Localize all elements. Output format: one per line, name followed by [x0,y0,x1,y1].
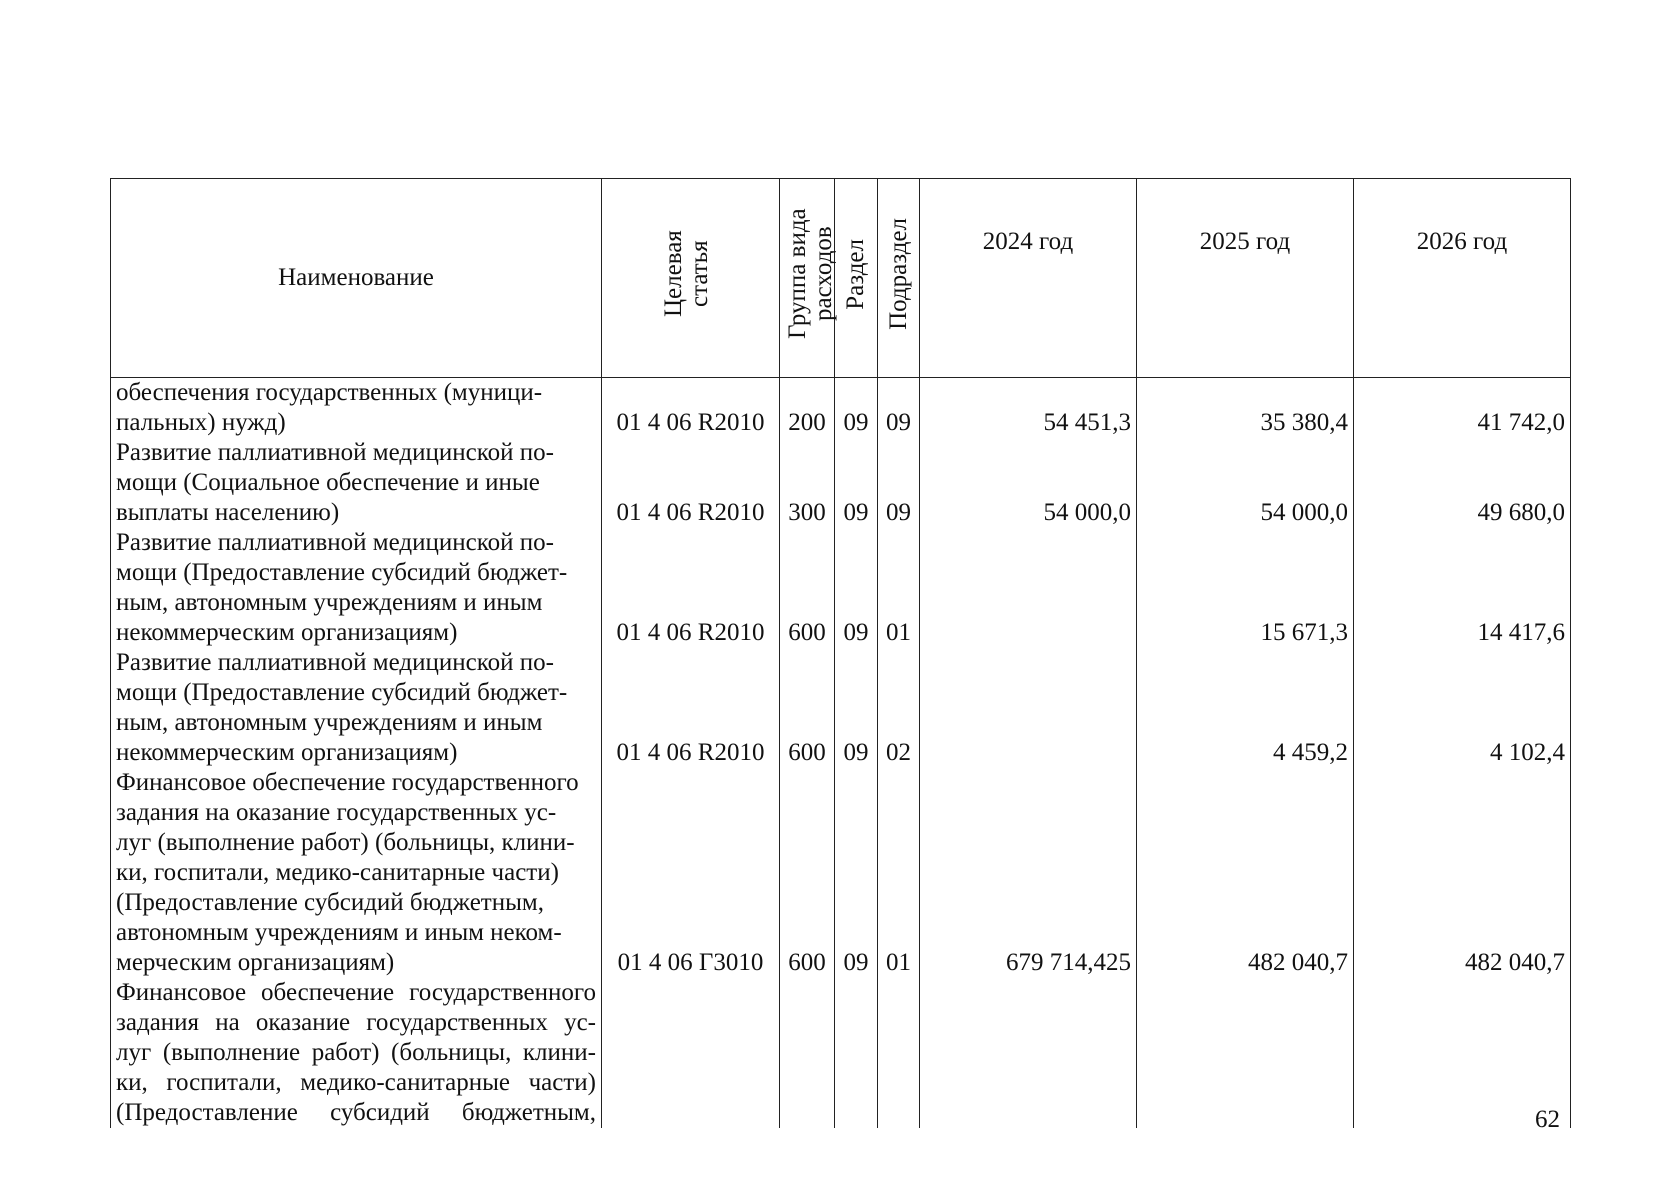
table-row [111,438,1571,528]
page-number: 62 [1535,1106,1560,1133]
row-2026-value-cell: 4 102,4 [1354,648,1571,768]
row-2026-value-cell: 41 742,0 [1354,378,1571,439]
table-header-row [111,179,1571,378]
table-row [111,528,1571,648]
header-expense-group: Группа вида расходов [780,179,835,378]
row-2026-value-cell: 49 680,0 [1354,438,1571,528]
row-section-cell: 09 [835,378,878,439]
row-subsection-cell: 09 [878,438,920,528]
row-2025-value-cell: 35 380,4 [1137,378,1354,439]
row-2025-value-cell: 4 459,2 [1137,648,1354,768]
row-section-cell: 09 [835,438,878,528]
row-2024-value-cell [920,528,1137,648]
row-2026-value-cell: 482 040,7 [1354,768,1571,978]
row-target-article-cell: 01 4 06 R2010 [602,528,780,648]
row-expense-group-cell [780,978,835,1128]
row-target-article-cell: 01 4 06 Г3010 [602,768,780,978]
header-subsection: Подраздел [878,179,920,378]
row-2025-value-cell: 482 040,7 [1137,768,1354,978]
table-row [111,978,1571,1128]
table-row [111,768,1571,978]
row-subsection-cell: 09 [878,378,920,439]
row-2024-value-cell [920,978,1137,1128]
row-expense-group-cell: 600 [780,528,835,648]
row-name-cell: Развитие паллиативной медицинской по- мощи (Предоставление субсидий бюджет- ным, автономным учреждениям и иным некоммерческим организациям) [111,648,602,768]
row-subsection-cell: 02 [878,648,920,768]
row-name-cell: обеспечения государственных (муници- пальных) нужд) [111,378,602,439]
row-expense-group-cell: 600 [780,648,835,768]
header-target-article: Целевая статья [602,179,780,378]
table-row [111,648,1571,768]
table-body [111,378,1571,1129]
row-target-article-cell: 01 4 06 R2010 [602,378,780,439]
budget-table [110,178,1571,1128]
row-expense-group-cell: 600 [780,768,835,978]
row-target-article-cell: 01 4 06 R2010 [602,648,780,768]
row-section-cell: 09 [835,528,878,648]
row-2024-value-cell: 54 451,3 [920,378,1137,439]
header-section: Раздел [835,179,878,378]
row-2026-value-cell: 14 417,6 [1354,528,1571,648]
row-2025-value-cell: 15 671,3 [1137,528,1354,648]
header-year-2026: 2026 год [1354,179,1571,378]
row-2024-value-cell: 54 000,0 [920,438,1137,528]
row-section-cell: 09 [835,648,878,768]
row-target-article-cell: 01 4 06 R2010 [602,438,780,528]
row-2024-value-cell: 679 714,425 [920,768,1137,978]
row-subsection-cell: 01 [878,528,920,648]
header-year-2024: 2024 год [920,179,1137,378]
row-2024-value-cell [920,648,1137,768]
row-target-article-cell [602,978,780,1128]
row-2025-value-cell: 54 000,0 [1137,438,1354,528]
table-row [111,378,1571,439]
row-name-cell: Финансовое обеспечение государственного задания на оказание государственных ус- луг (выполнение работ) (больницы, клини- ки, госпитали, медико-санитарные части) (Предоставление субсидий бюджетным, [111,978,602,1128]
row-subsection-cell: 01 [878,768,920,978]
row-section-cell: 09 [835,768,878,978]
row-name-cell: Развитие паллиативной медицинской по- мощи (Социальное обеспечение и иные выплаты населению) [111,438,602,528]
row-expense-group-cell: 200 [780,378,835,439]
row-subsection-cell [878,978,920,1128]
header-year-2025: 2025 год [1137,179,1354,378]
row-section-cell [835,978,878,1128]
row-name-cell: Финансовое обеспечение государственного задания на оказание государственных ус- луг (выполнение работ) (больницы, клини- ки, госпитали, медико-санитарные части) (Предоставление субсидий бюджетным, автономным учреждениям и иным неком- мерческим организациям) [111,768,602,978]
row-name-cell: Развитие паллиативной медицинской по- мощи (Предоставление субсидий бюджет- ным, автономным учреждениям и иным некоммерческим организациям) [111,528,602,648]
header-name: Наименование [111,179,602,378]
row-expense-group-cell: 300 [780,438,835,528]
row-2025-value-cell [1137,978,1354,1128]
